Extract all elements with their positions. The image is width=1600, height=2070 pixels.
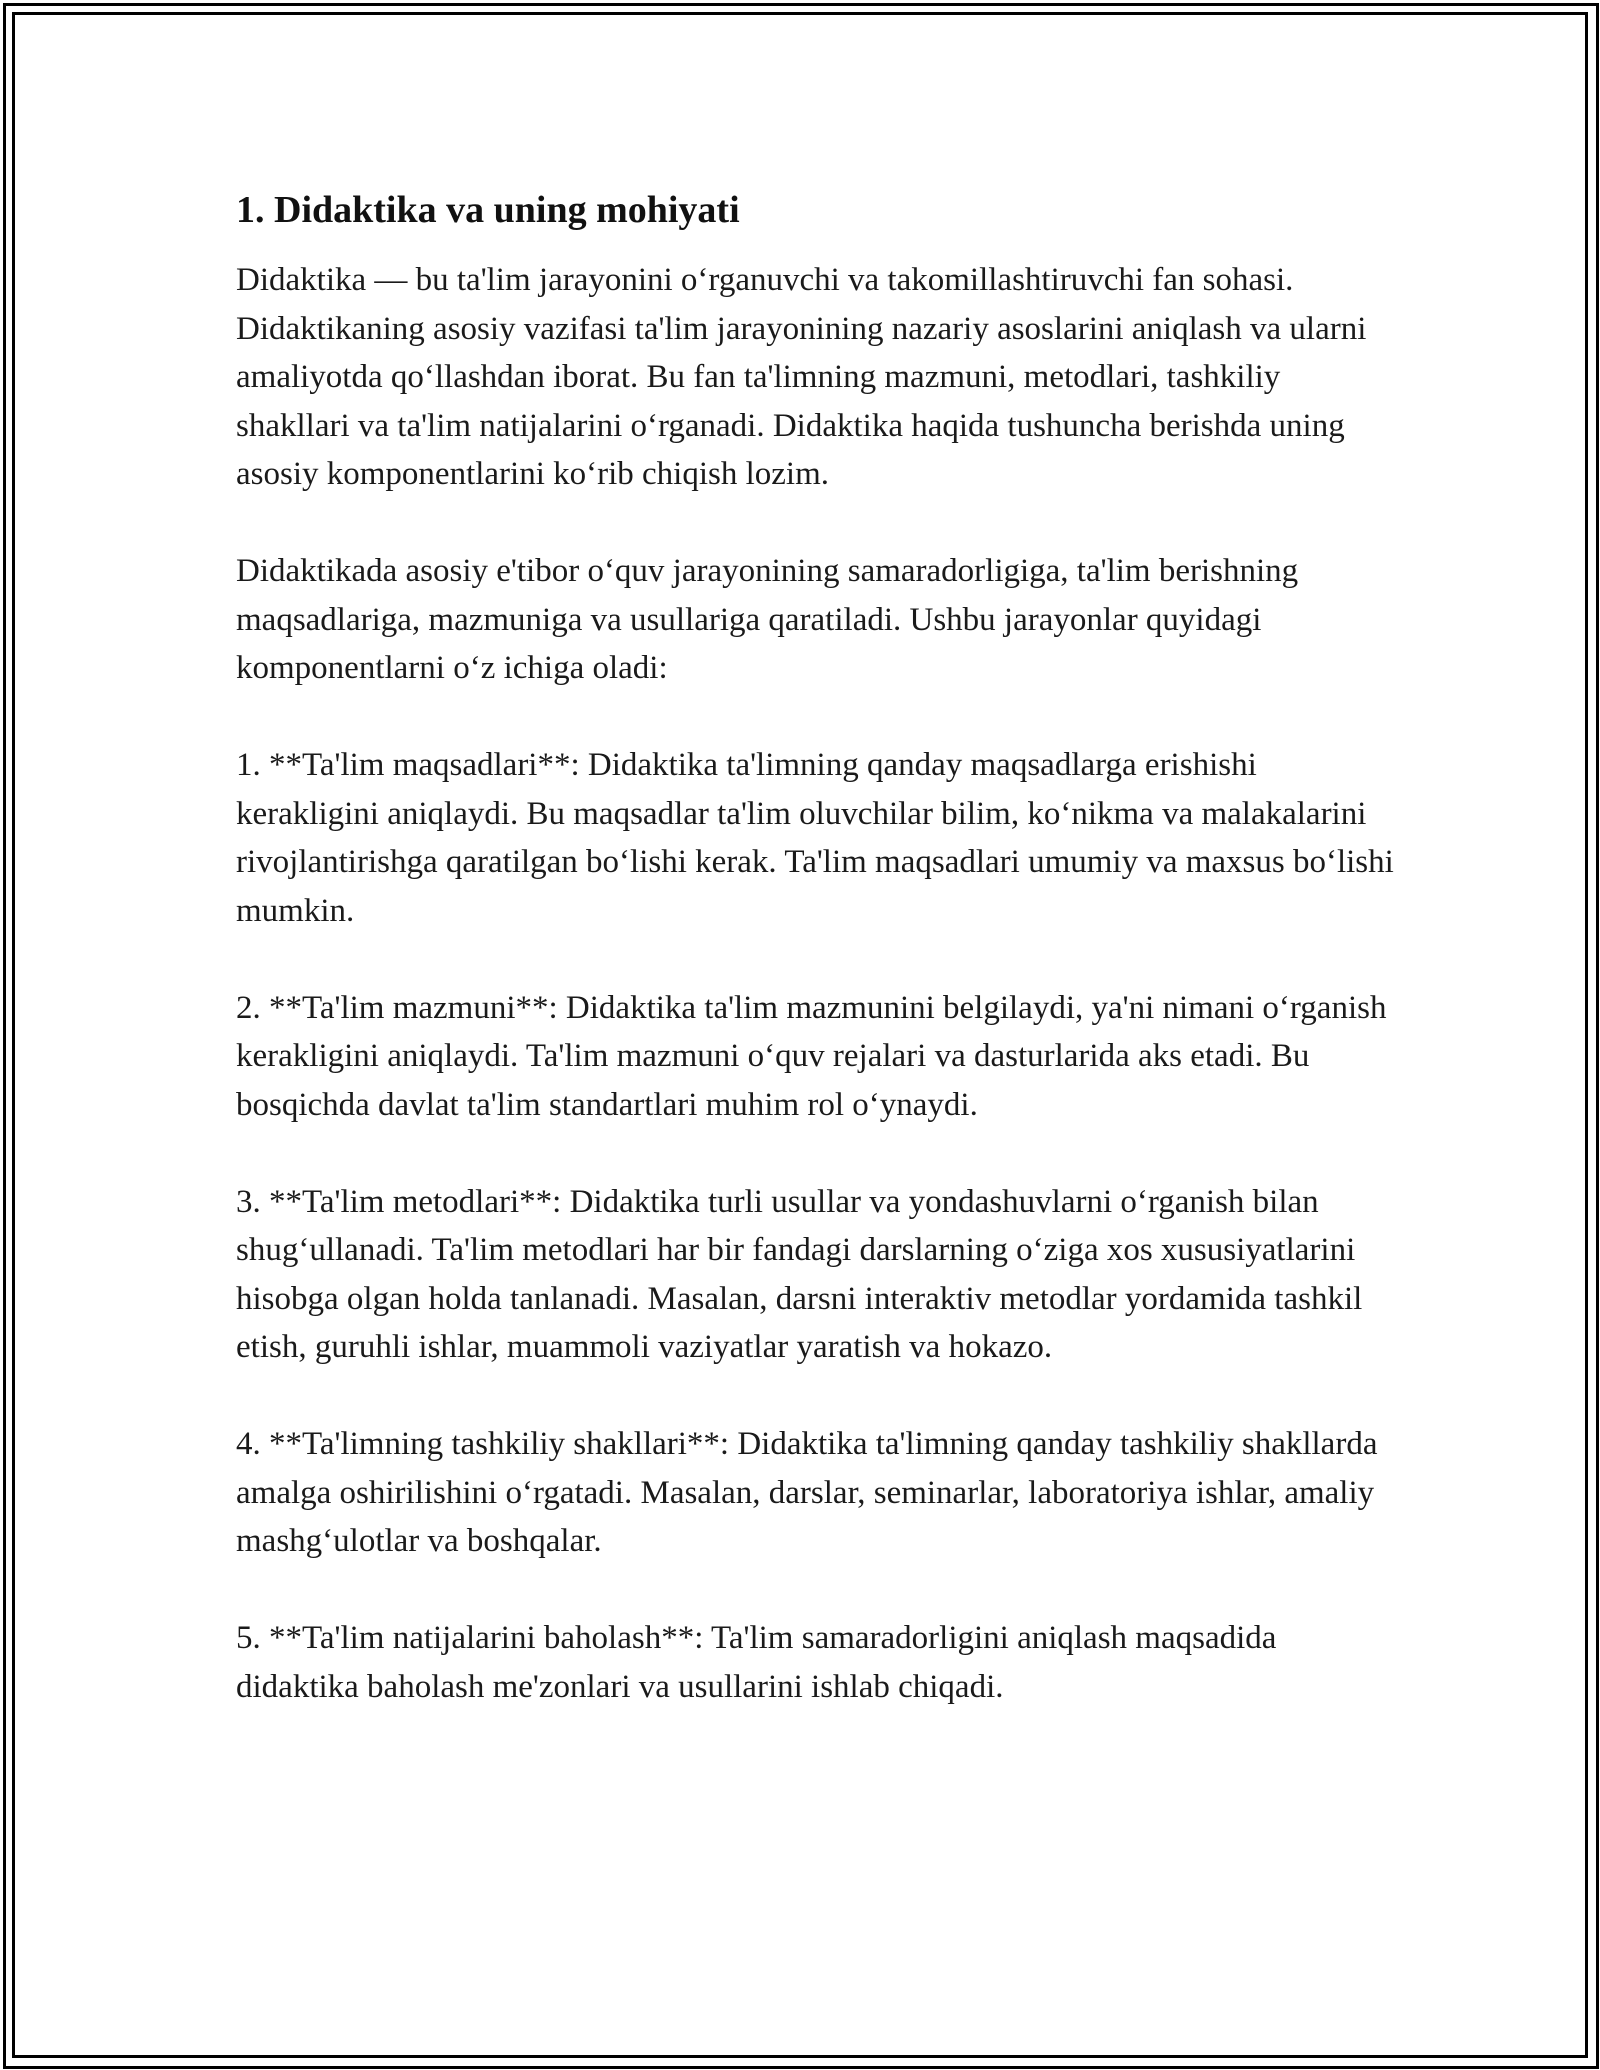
list-item-forms: 4. **Ta'limning tashkiliy shakllari**: Didaktika ta'limning qanday tashkiliy shakllarda amalga oshirilishini o‘rgatadi. Masalan, darslar, seminarlar, laboratoriya ishlar, amaliy mashg‘ulotlar va boshqalar. — [236, 1426, 1378, 1559]
list-item-methods: 3. **Ta'lim metodlari**: Didaktika turli usullar va yondashuvlarni o‘rganish bilan shug‘ullanadi. Ta'lim metodlari har bir fandagi darslarning o‘ziga xos xususiyatlarini hisobga olgan holda tanlanadi. Masalan, darsni interaktiv metodlar yordamida tashkil etish, guruhli ishlar, muammoli vaziyatlar yaratish va hokazo. — [236, 1183, 1363, 1365]
list-item-assessment: 5. **Ta'lim natijalarini baholash**: Ta'lim samaradorligini aniqlash maqsadida didaktika baholash me'zonlari va usullarini ishlab chiqadi. — [236, 1620, 1277, 1705]
paragraph-components-intro: Didaktikada asosiy e'tibor o‘quv jarayonining samaradorligiga, ta'lim berishning maqsadlariga, mazmuniga va usullariga qaratiladi. Ushbu jarayonlar quyidagi komponentlarni o‘z ichiga oladi: — [236, 553, 1299, 686]
section-heading: 1. Didaktika va uning mohiyati — [236, 189, 740, 231]
list-item-content: 2. **Ta'lim mazmuni**: Didaktika ta'lim mazmunini belgilaydi, ya'ni nimani o‘rganish kerakligini aniqlaydi. Ta'lim mazmuni o‘quv rejalari va dasturlarida aks etadi. Bu bosqichda davlat ta'lim standartlari muhim rol o‘ynaydi. — [236, 989, 1387, 1123]
document-body — [236, 186, 1396, 1711]
list-item-goals: 1. **Ta'lim maqsadlari**: Didaktika ta'limning qanday maqsadlarga erishishi kerakligini aniqlaydi. Bu maqsadlar ta'lim oluvchilar bilim, ko‘nikma va malakalarini rivojlantirishga qaratilgan bo‘lishi kerak. Ta'lim maqsadlari umumiy va maxsus bo‘lishi mumkin. — [236, 747, 1394, 929]
paragraph-intro: Didaktika — bu ta'lim jarayonini o‘rganuvchi va takomillashtiruvchi fan sohasi. Didaktikaning asosiy vazifasi ta'lim jarayonining nazariy asoslarini aniqlash va ularni amaliyotda qo‘llashdan iborat. Bu fan ta'limning mazmuni, metodlari, tashkiliy shakllari va ta'lim natijalarini o‘rganadi. Didaktika haqida tushuncha berishda uning asosiy komponentlarini ko‘rib chiqish lozim. — [236, 262, 1367, 492]
